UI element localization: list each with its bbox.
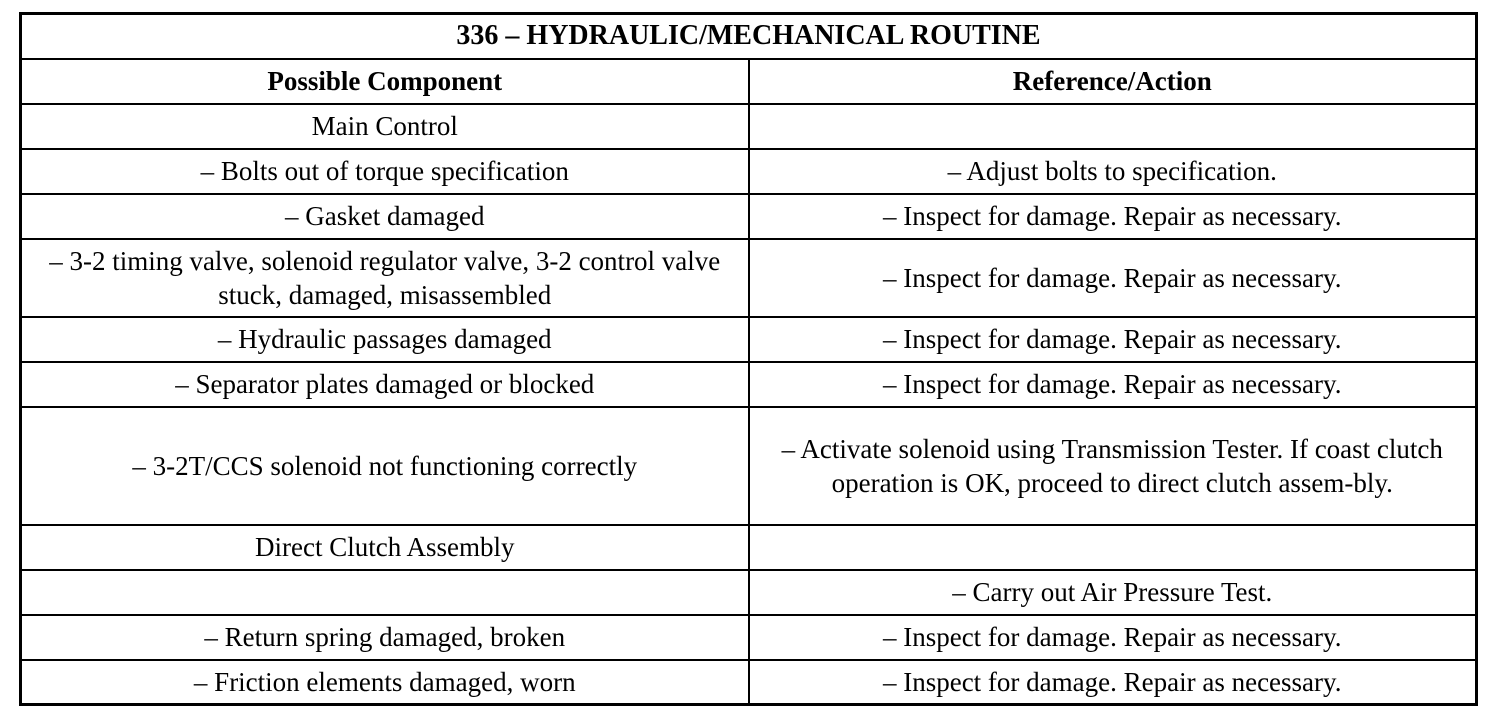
action-cell: – Activate solenoid using Transmission Tester. If coast clutch operation is OK, proceed to direct clutch assem-bly. — [749, 407, 1477, 525]
column-header-action: Reference/Action — [749, 59, 1477, 104]
action-cell: – Carry out Air Pressure Test. — [749, 570, 1477, 615]
table-title-row — [21, 14, 1477, 59]
action-cell: – Inspect for damage. Repair as necessary. — [749, 317, 1477, 362]
component-cell: – Gasket damaged — [21, 194, 749, 239]
table-title: 336 – HYDRAULIC/MECHANICAL ROUTINE — [21, 14, 1477, 59]
action-cell: – Inspect for damage. Repair as necessary. — [749, 660, 1477, 705]
table-row — [21, 239, 1477, 317]
table-row — [21, 660, 1477, 705]
table-header-row — [21, 59, 1477, 104]
component-cell: – Separator plates damaged or blocked — [21, 362, 749, 407]
component-cell: Main Control — [21, 104, 749, 149]
component-cell: – 3-2 timing valve, solenoid regulator valve, 3-2 control valve stuck, damaged, misassembled — [21, 239, 749, 317]
action-cell: – Inspect for damage. Repair as necessary. — [749, 239, 1477, 317]
table-row — [21, 407, 1477, 525]
component-cell: – Friction elements damaged, worn — [21, 660, 749, 705]
component-cell: – Hydraulic passages damaged — [21, 317, 749, 362]
table-row — [21, 149, 1477, 194]
action-cell — [749, 525, 1477, 570]
component-cell: Direct Clutch Assembly — [21, 525, 749, 570]
table-row — [21, 570, 1477, 615]
table-row — [21, 525, 1477, 570]
table-row — [21, 104, 1477, 149]
component-cell: – Bolts out of torque specification — [21, 149, 749, 194]
component-cell: – Return spring damaged, broken — [21, 615, 749, 660]
action-cell: – Inspect for damage. Repair as necessary. — [749, 194, 1477, 239]
table-row — [21, 615, 1477, 660]
table-row — [21, 317, 1477, 362]
action-cell — [749, 104, 1477, 149]
table-row — [21, 362, 1477, 407]
component-cell: – 3-2T/CCS solenoid not functioning correctly — [21, 407, 749, 525]
table-row — [21, 194, 1477, 239]
action-cell: – Inspect for damage. Repair as necessary. — [749, 362, 1477, 407]
routine-table — [19, 12, 1478, 706]
column-header-component: Possible Component — [21, 59, 749, 104]
action-cell: – Adjust bolts to specification. — [749, 149, 1477, 194]
component-cell — [21, 570, 749, 615]
action-cell: – Inspect for damage. Repair as necessary. — [749, 615, 1477, 660]
